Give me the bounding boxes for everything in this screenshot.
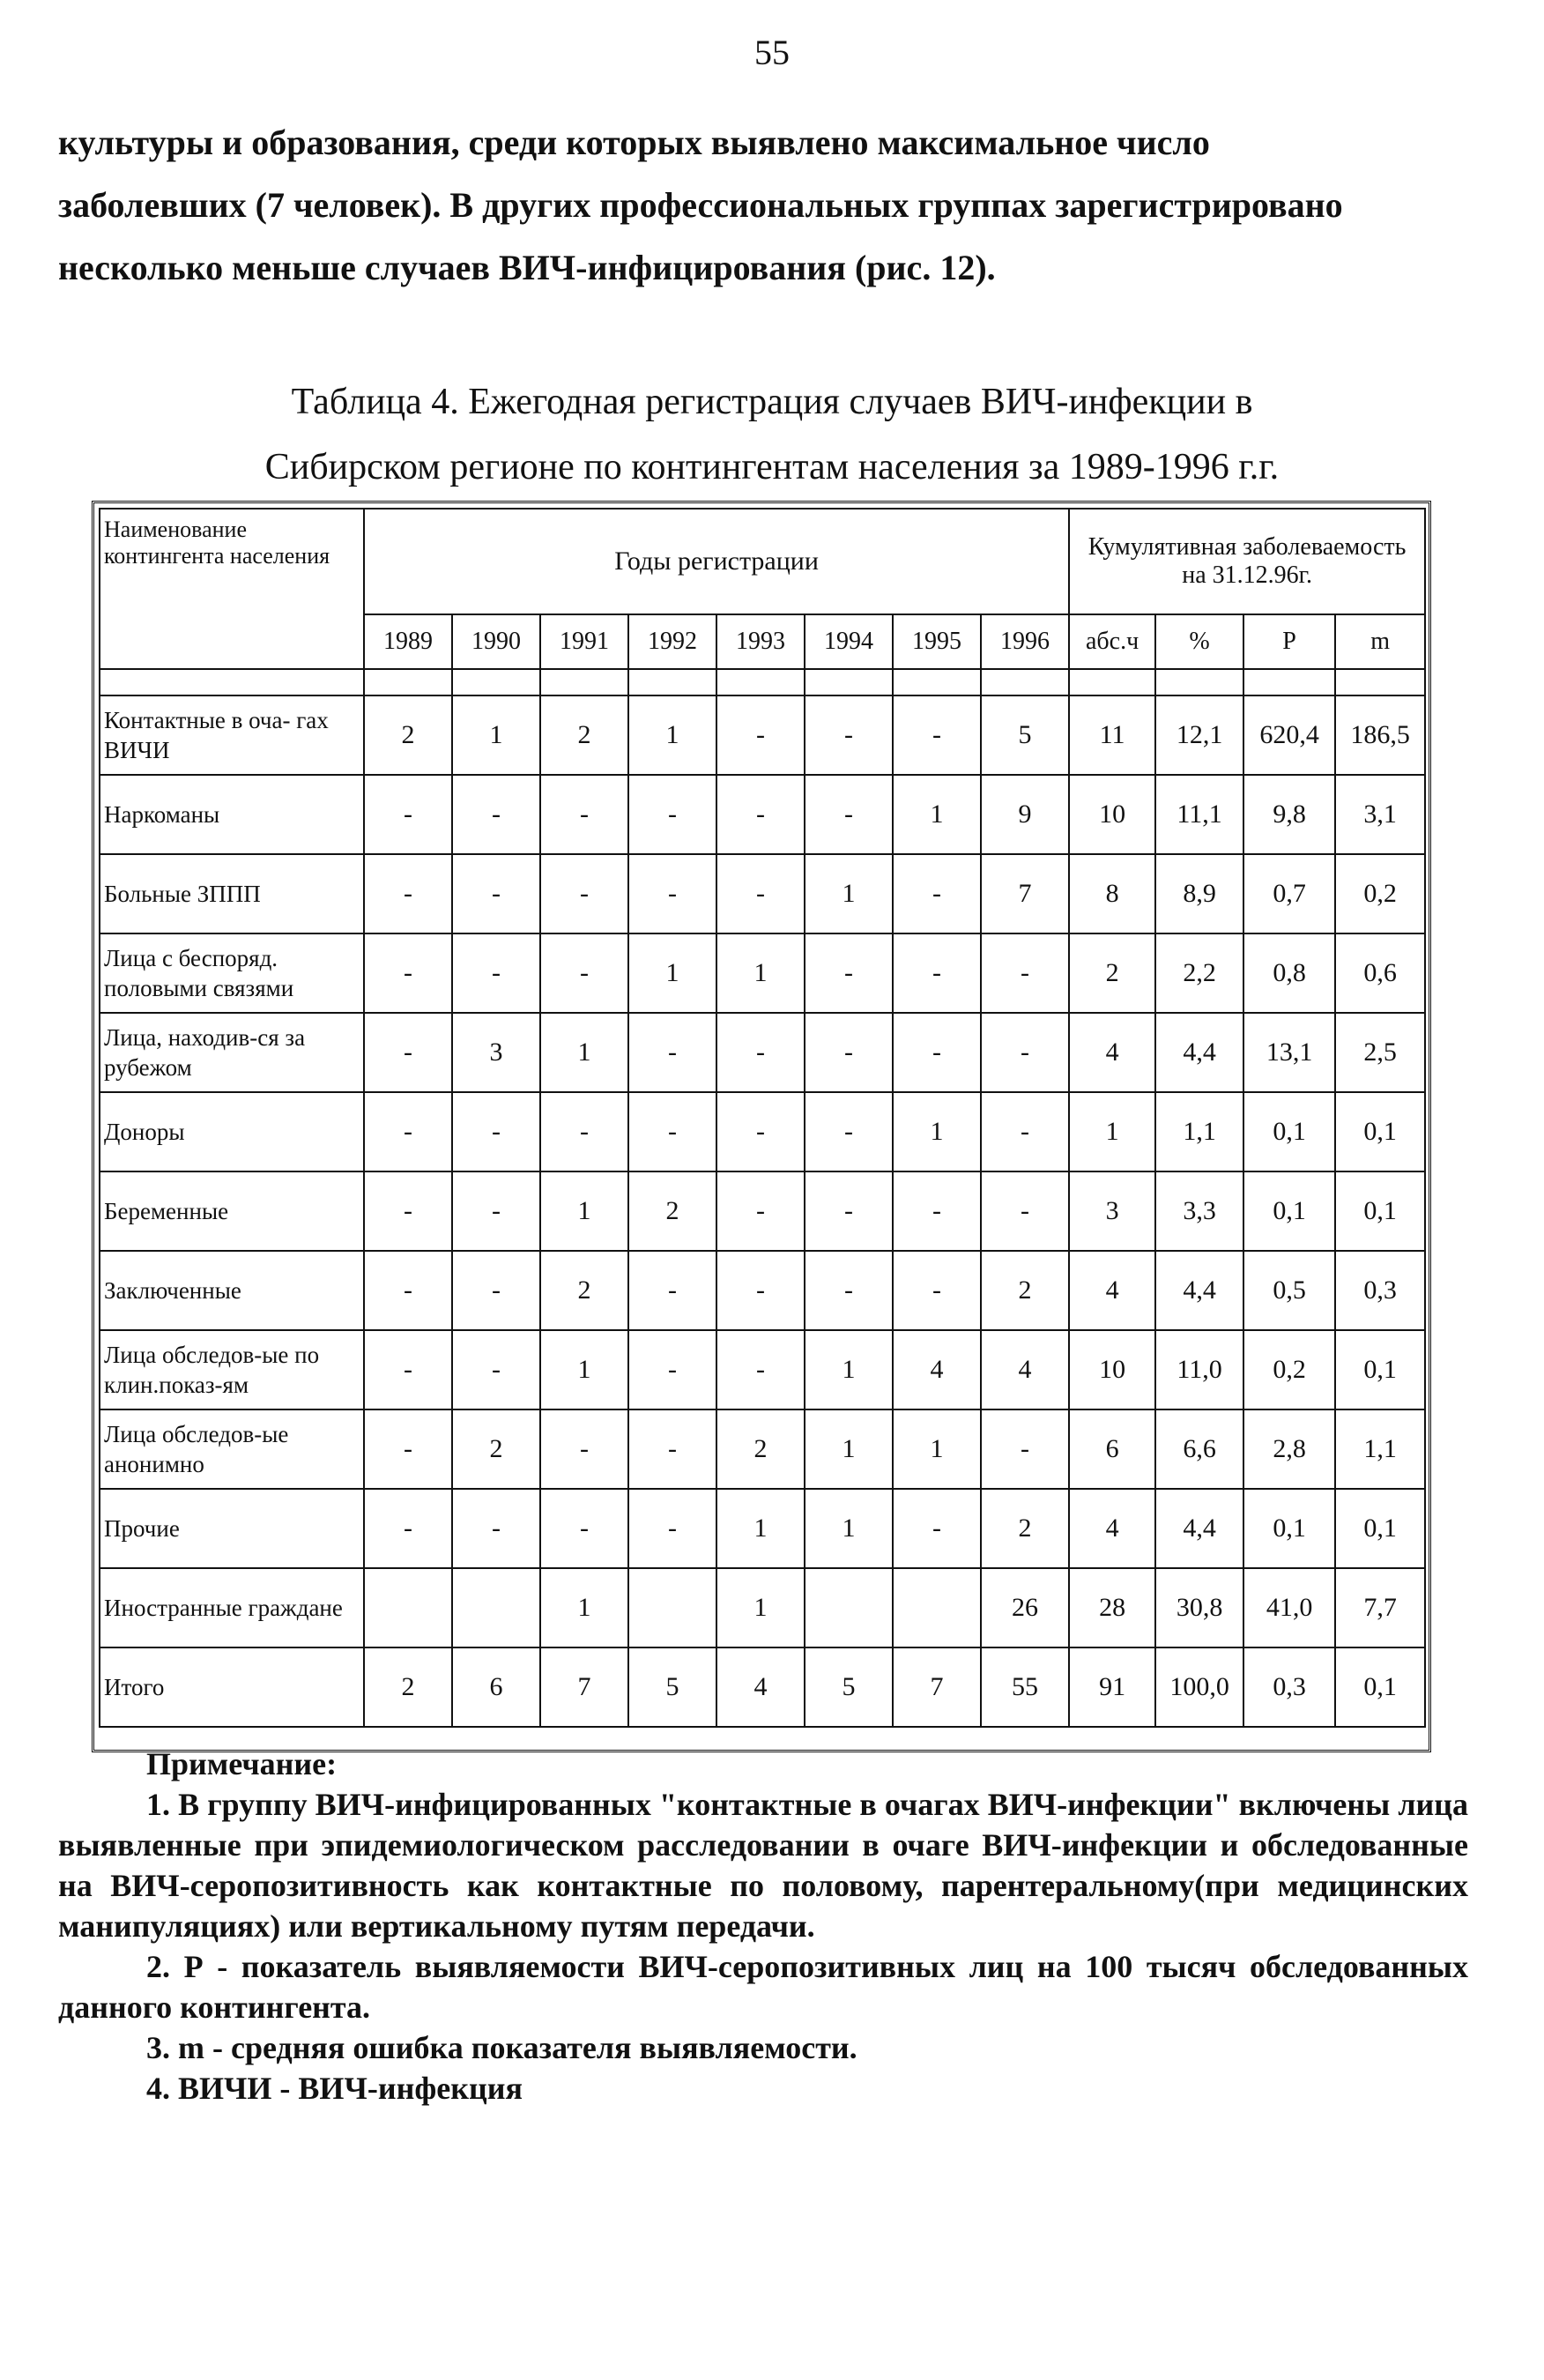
table-cell: 2 [981,1251,1069,1330]
table-cell: 1 [540,1171,628,1251]
notes-title: Примечание: [146,1746,338,1781]
table-cell: 10 [1069,1330,1155,1409]
table-cell: - [452,854,540,933]
table-cell: 4,4 [1155,1489,1243,1568]
note-2: 2. Р - показатель выявляемости ВИЧ-серопозитивных лиц на 100 тысяч обследованных данного контингента. [58,1949,1468,2025]
table-cell: 26 [981,1568,1069,1647]
table-cell: - [628,1251,716,1330]
spacer-cell [452,669,540,695]
table-row [100,933,1425,1013]
table-cell: - [893,1489,981,1568]
cumulative-subheader: m [1335,614,1425,669]
table-cell: - [805,1092,893,1171]
table-cell: 2 [540,695,628,775]
table-cell: - [628,775,716,854]
table-cell: - [893,1171,981,1251]
year-header: 1994 [805,614,893,669]
table-cell: 0,3 [1335,1251,1425,1330]
table-cell: 620,4 [1243,695,1335,775]
table-cell: 3 [452,1013,540,1092]
table-cell: 6,6 [1155,1409,1243,1489]
table-cell: 1 [805,1489,893,1568]
table-cell: - [628,1409,716,1489]
table-cell: - [364,1092,452,1171]
table-cell: - [452,933,540,1013]
table-cell: 1 [893,1409,981,1489]
table-cell: 2 [628,1171,716,1251]
table-cell: 28 [1069,1568,1155,1647]
table-cell: - [628,1092,716,1171]
table-cell: 0,1 [1335,1171,1425,1251]
table-cell: - [981,1171,1069,1251]
table-cell: 55 [981,1647,1069,1727]
table-cell: 1,1 [1155,1092,1243,1171]
table-cell: - [628,1489,716,1568]
table-cell: 4 [893,1330,981,1409]
table-cell: - [805,1013,893,1092]
table-cell: - [452,775,540,854]
table-cell: - [540,1092,628,1171]
table-cell: - [893,695,981,775]
table-cell: 2 [452,1409,540,1489]
row-label: Контактные в оча- гах ВИЧИ [100,695,364,775]
table-cell: - [981,1092,1069,1171]
table-spacer-row [100,669,1425,695]
table-cell: 1 [628,933,716,1013]
table-cell: 1 [540,1013,628,1092]
header-contingent: Наименование контингента населения [100,509,364,669]
spacer-cell [1335,669,1425,695]
table-cell: 0,1 [1335,1489,1425,1568]
table-cell: 1 [805,1409,893,1489]
table-cell: 0,1 [1243,1092,1335,1171]
table-cell: 7 [981,854,1069,933]
header-years: Годы регистрации [364,509,1069,614]
table-cell: 10 [1069,775,1155,854]
year-header: 1993 [716,614,805,669]
year-header: 1992 [628,614,716,669]
intro-paragraph [58,111,1468,299]
table-row [100,1568,1425,1647]
table-cell: 1 [716,1489,805,1568]
notes-section [58,1744,1468,2109]
table-cell: 100,0 [1155,1647,1243,1727]
table-cell: - [540,1489,628,1568]
table-cell: 2,8 [1243,1409,1335,1489]
table-row [100,1171,1425,1251]
table-cell: - [364,775,452,854]
table-cell: 13,1 [1243,1013,1335,1092]
spacer-cell [364,669,452,695]
table-header-row [100,509,1425,614]
table-body [100,669,1425,1727]
table-cell: 1 [540,1568,628,1647]
spacer-cell [1155,669,1243,695]
table-cell: - [364,933,452,1013]
table-cell: 0,5 [1243,1251,1335,1330]
table-cell: 4 [716,1647,805,1727]
row-label: Лица, находив-ся за рубежом [100,1013,364,1092]
spacer-cell [1243,669,1335,695]
cumulative-subheader: P [1243,614,1335,669]
table-cell: - [805,1171,893,1251]
table-cell: 0,2 [1335,854,1425,933]
intro-line: заболевших (7 человек). В других профессиональных группах зарегистрировано [58,185,1343,225]
table-cell: 2 [716,1409,805,1489]
table-cell: 0,6 [1335,933,1425,1013]
table-cell: - [452,1330,540,1409]
note-1: 1. В группу ВИЧ-инфицированных "контактные в очагах ВИЧ-инфекции" включены лица выявленные при эпидемиологическом расследовании в очаге ВИЧ-инфекции и обследованные на ВИЧ-серопозитивность как контактные по половому, парентеральному(при медицинских манипуляциях) или вертикальному путям передачи. [58,1787,1468,1944]
table-row [100,854,1425,933]
table-cell: 0,1 [1335,1330,1425,1409]
table-cell: 1 [540,1330,628,1409]
note-4: 4. ВИЧИ - ВИЧ-инфекция [146,2071,523,2106]
table-cell: 0,1 [1243,1489,1335,1568]
row-label: Лица обследов-ые анонимно [100,1409,364,1489]
spacer-cell [100,669,364,695]
table-cell: 0,2 [1243,1330,1335,1409]
table-cell: 1 [628,695,716,775]
table-cell: - [716,1171,805,1251]
table-cell: 1,1 [1335,1409,1425,1489]
header-cumulative: Кумулятивная заболеваемость на 31.12.96г. [1069,509,1425,614]
note-3: 3. m - средняя ошибка показателя выявляемости. [146,2030,857,2065]
table-cell: - [540,933,628,1013]
table-cell: 11,0 [1155,1330,1243,1409]
row-label: Лица с беспоряд. половыми связями [100,933,364,1013]
table-cell: 1 [805,854,893,933]
table-cell: - [716,1092,805,1171]
table-cell [452,1568,540,1647]
table-cell: 3,1 [1335,775,1425,854]
row-label: Прочие [100,1489,364,1568]
table-cell: 7 [893,1647,981,1727]
table-cell: 1 [452,695,540,775]
table-cell: 0,8 [1243,933,1335,1013]
spacer-cell [981,669,1069,695]
table-cell: 1 [893,1092,981,1171]
table-cell: - [540,854,628,933]
table-cell: - [540,775,628,854]
table-cell: 4,4 [1155,1013,1243,1092]
table-cell: 0,1 [1243,1171,1335,1251]
table-row [100,1251,1425,1330]
table-cell: 7,7 [1335,1568,1425,1647]
table-row [100,1330,1425,1409]
row-label: Иностранные граждане [100,1568,364,1647]
table-cell: - [716,854,805,933]
table-cell: 0,7 [1243,854,1335,933]
table-row [100,1489,1425,1568]
spacer-cell [628,669,716,695]
spacer-cell [540,669,628,695]
table-cell: 12,1 [1155,695,1243,775]
table-cell: - [716,695,805,775]
year-header: 1989 [364,614,452,669]
table-cell: - [628,1013,716,1092]
table-cell: - [716,1013,805,1092]
table-cell: 186,5 [1335,695,1425,775]
table-cell: - [893,933,981,1013]
table-cell: 1 [893,775,981,854]
table-cell: 2 [981,1489,1069,1568]
table-cell: - [364,1251,452,1330]
table-cell: - [981,933,1069,1013]
registration-table [99,508,1426,1728]
table-cell: 0,3 [1243,1647,1335,1727]
table-cell: 0,1 [1335,1647,1425,1727]
cumulative-subheader: абс.ч [1069,614,1155,669]
table-cell: - [805,1251,893,1330]
table-cell: 4,4 [1155,1251,1243,1330]
table-cell: 2 [540,1251,628,1330]
row-label: Лица обследов-ые по клин.показ-ям [100,1330,364,1409]
row-label: Заключенные [100,1251,364,1330]
table-cell: - [893,854,981,933]
table-cell: 0,1 [1335,1092,1425,1171]
table-caption-line-1: Таблица 4. Ежегодная регистрация случаев ВИЧ-инфекции в [291,382,1253,422]
table-cell: 30,8 [1155,1568,1243,1647]
table-cell: - [364,1013,452,1092]
table-cell: - [628,1330,716,1409]
table-cell: - [716,1330,805,1409]
table-cell: 5 [981,695,1069,775]
table-cell: 2,2 [1155,933,1243,1013]
table-cell: 7 [540,1647,628,1727]
table-cell: 4 [1069,1489,1155,1568]
table-cell: - [805,695,893,775]
table-cell: 91 [1069,1647,1155,1727]
table-cell: 4 [981,1330,1069,1409]
table-row [100,695,1425,775]
table-cell [628,1568,716,1647]
table-cell: - [716,775,805,854]
table-cell: 2 [1069,933,1155,1013]
table-cell: - [981,1409,1069,1489]
table-cell: 4 [1069,1013,1155,1092]
page-number: 55 [754,33,790,72]
table-cell: - [893,1251,981,1330]
table-row [100,1409,1425,1489]
table-cell: - [364,854,452,933]
table-cell: 2,5 [1335,1013,1425,1092]
table-cell: - [805,933,893,1013]
table-cell: - [452,1092,540,1171]
spacer-cell [1069,669,1155,695]
table-cell: - [452,1251,540,1330]
row-label: Беременные [100,1171,364,1251]
table-cell [364,1568,452,1647]
table-cell: - [364,1489,452,1568]
table-cell: - [364,1330,452,1409]
table-cell: - [981,1013,1069,1092]
table-cell: 41,0 [1243,1568,1335,1647]
table-cell: 11,1 [1155,775,1243,854]
table-cell: - [540,1409,628,1489]
intro-line: несколько меньше случаев ВИЧ-инфицирования (рис. 12). [58,248,996,287]
table-cell: 8 [1069,854,1155,933]
table-cell [805,1568,893,1647]
table-cell: 2 [364,1647,452,1727]
table-cell: 2 [364,695,452,775]
table-cell: 1 [1069,1092,1155,1171]
year-header: 1990 [452,614,540,669]
table-cell: 1 [805,1330,893,1409]
spacer-cell [893,669,981,695]
year-header: 1991 [540,614,628,669]
table-row [100,1647,1425,1727]
table-cell: 1 [716,933,805,1013]
table-cell: - [893,1013,981,1092]
year-header: 1995 [893,614,981,669]
table-cell: - [805,775,893,854]
table-cell: - [364,1409,452,1489]
spacer-cell [716,669,805,695]
table-cell [893,1568,981,1647]
cumulative-subheader: % [1155,614,1243,669]
table-cell: - [628,854,716,933]
table-cell: 5 [628,1647,716,1727]
year-header: 1996 [981,614,1069,669]
table-cell: 11 [1069,695,1155,775]
table-cell: 6 [1069,1409,1155,1489]
table-caption-line-2: Сибирском регионе по контингентам населения за 1989-1996 г.г. [264,447,1280,487]
table-cell: 5 [805,1647,893,1727]
intro-line: культуры и образования, среди которых выявлено максимальное число [58,123,1210,162]
table-cell: - [716,1251,805,1330]
table-cell: 3,3 [1155,1171,1243,1251]
table-row [100,1013,1425,1092]
table-cell: 8,9 [1155,854,1243,933]
row-label: Доноры [100,1092,364,1171]
row-label: Наркоманы [100,775,364,854]
table-cell: 1 [716,1568,805,1647]
table-cell: 9 [981,775,1069,854]
table-row [100,1092,1425,1171]
row-label: Итого [100,1647,364,1727]
table-row [100,775,1425,854]
row-label: Больные ЗППП [100,854,364,933]
table-cell: 6 [452,1647,540,1727]
table-cell: 4 [1069,1251,1155,1330]
table-cell: 9,8 [1243,775,1335,854]
table-cell: 3 [1069,1171,1155,1251]
spacer-cell [805,669,893,695]
table-cell: - [452,1171,540,1251]
table-cell: - [364,1171,452,1251]
table-cell: - [452,1489,540,1568]
